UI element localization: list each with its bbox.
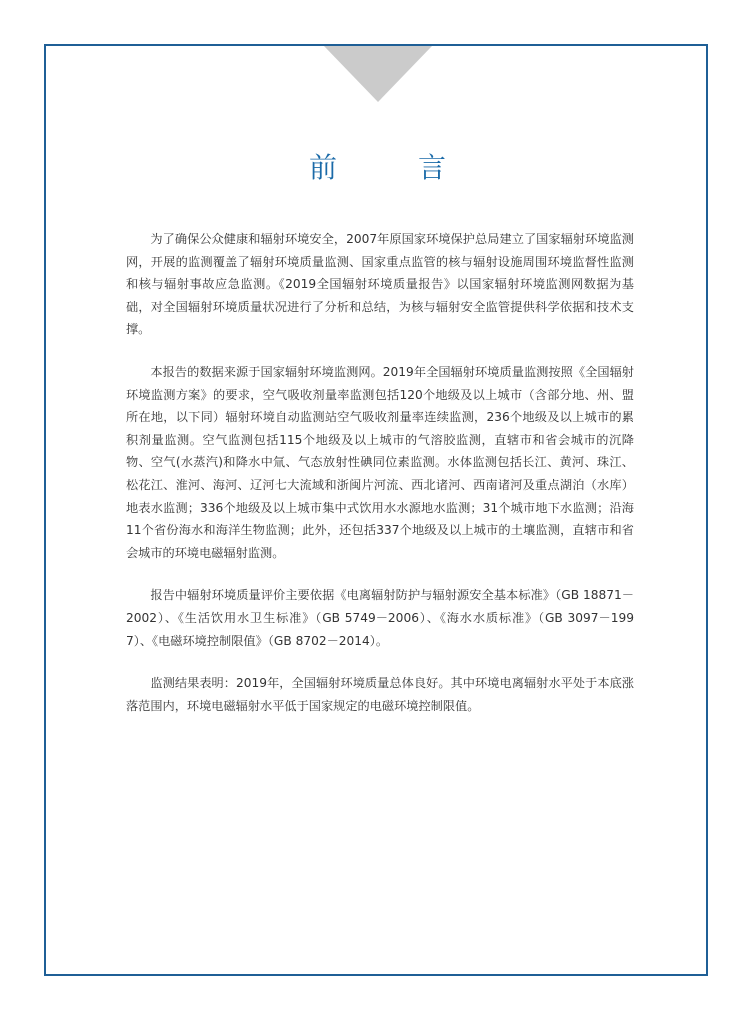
paragraph-4: 监测结果表明：2019年，全国辐射环境质量总体良好。其中环境电离辐射水平处于本底涨落范围内，环境电磁辐射水平低于国家规定的电磁环境控制限值。 — [126, 676, 634, 713]
page-title: 前 言 — [309, 151, 482, 184]
paragraph-1: 为了确保公众健康和辐射环境安全，2007年原国家环境保护总局建立了国家辐射环境监测网，开展的监测覆盖了辐射环境质量监测、国家重点监管的核与辐射设施周围环境监督性监测和核与辐射事故应急监测。《2019全国辐射环境质量报告》以国家辐射环境监测网数据为基础，对全国辐射环境质量状况进行了分析和总结，为核与辐射安全监管提供科学依据和技术支撑。 — [126, 232, 634, 337]
paragraph-2: 本报告的数据来源于国家辐射环境监测网。2019年全国辐射环境质量监测按照《全国辐射环境监测方案》的要求，空气吸收剂量率监测包括120个地级及以上城市（含部分地、州、盟所在地，以下同）辐射环境自动监测站空气吸收剂量率连续监测，236个地级及以上城市的累积剂量监测。空气监测包括115个地级及以上城市的气溶胶监测，直辖市和省会城市的沉降物、空气(水蒸汽)和降水中氚、气态放射性碘同位素监测。水体监测包括长江、黄河、珠江、松花江、淮河、海河、辽河七大流域和浙闽片河流、西北诸河、西南诸河及重点湖泊（水库）地表水监测；336个地级及以上城市集中式饮用水水源地水监测；31个城市地下水监测；沿海11个省份海水和海洋生物监测；此外，还包括337个地级及以上城市的土壤监测，直辖市和省会城市的环境电磁辐射监测。 — [126, 364, 634, 560]
preface-body — [126, 228, 634, 737]
paragraph-3: 报告中辐射环境质量评价主要依据《电离辐射防护与辐射源安全基本标准》（GB 18871－2002）、《生活饮用水卫生标准》（GB 5749－2006）、《海水水质标准》（GB 3097－1997）、《电磁环境控制限值》（GB 8702－2014）。 — [126, 588, 634, 648]
decorative-triangle — [324, 46, 432, 102]
